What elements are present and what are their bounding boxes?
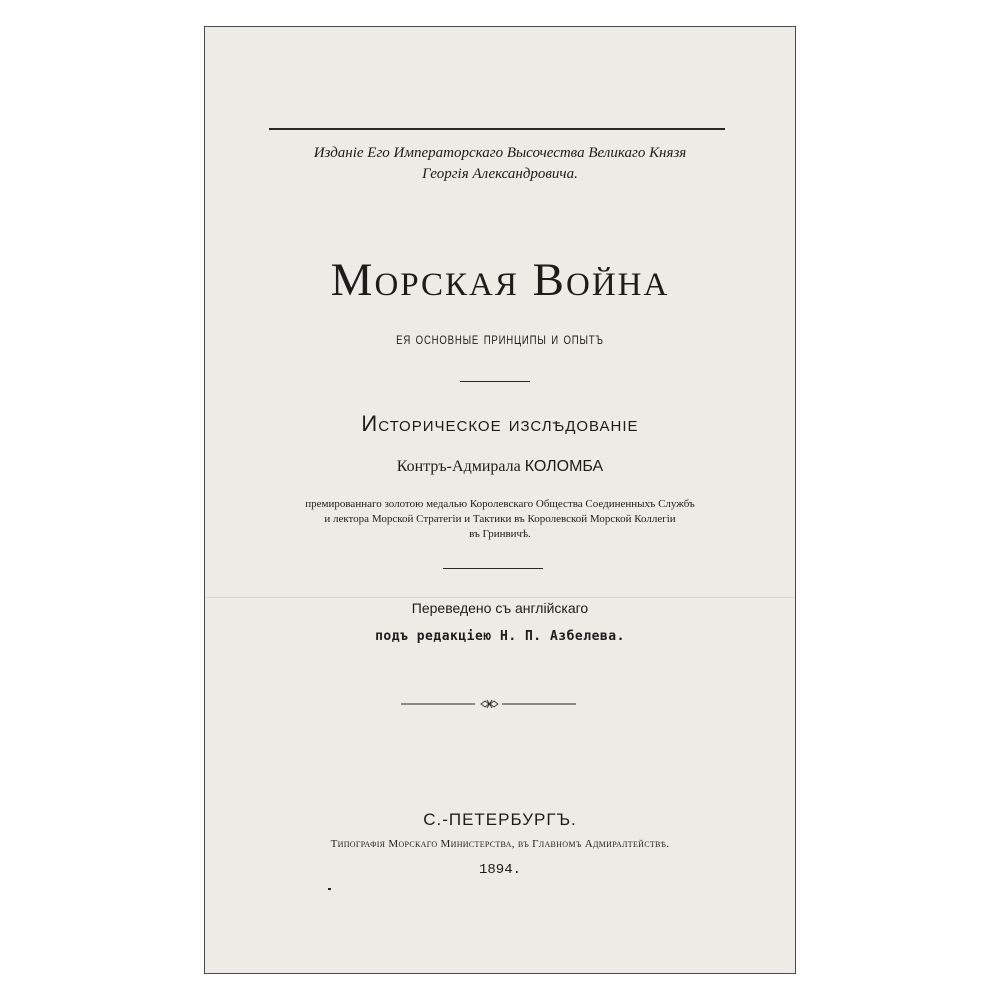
- title-page: [204, 26, 796, 974]
- ink-speck: [328, 888, 331, 890]
- divider-rule-2: [443, 568, 543, 569]
- paper-fold: [205, 597, 795, 598]
- imprint-printer: Типографія Морскаго Министерства, въ Главномъ Адмиралтействѣ.: [330, 838, 670, 850]
- author-line: [205, 458, 795, 476]
- author-credentials: [205, 497, 795, 542]
- top-rule: [269, 128, 725, 130]
- author-prefix: Контръ-Адмирала: [396, 458, 521, 475]
- credentials-line-3: въ Гринвичѣ.: [469, 528, 531, 540]
- book-title: Морская Война: [330, 254, 670, 306]
- divider-rule-1: [460, 381, 530, 382]
- book-subtitle: ея основные принципы и опытъ: [396, 329, 604, 348]
- translation-note: Переведено съ англійскаго: [411, 600, 589, 616]
- author-name: КОЛОМБА: [524, 458, 604, 475]
- ornament-divider: [401, 697, 576, 711]
- credentials-line-1: премированнаго золотою медалью Королевскаго Общества Соединенныхъ Службъ: [305, 498, 695, 510]
- imprint-year: 1894.: [478, 862, 521, 878]
- editor-line: подъ редакціею Н. П. Азбелева.: [375, 629, 625, 644]
- publisher-line-2: Георгія Александровича.: [422, 166, 578, 182]
- credentials-line-2: и лектора Морской Стратегіи и Тактики въ Королевской Морской Коллегіи: [324, 513, 676, 525]
- study-heading: Историческое изслѣдованіе: [361, 411, 639, 436]
- imprint-city: С.-ПЕТЕРБУРГЪ.: [423, 810, 577, 829]
- publisher-line-1: Изданіе Его Императорскаго Высочества Великаго Князя: [313, 145, 687, 161]
